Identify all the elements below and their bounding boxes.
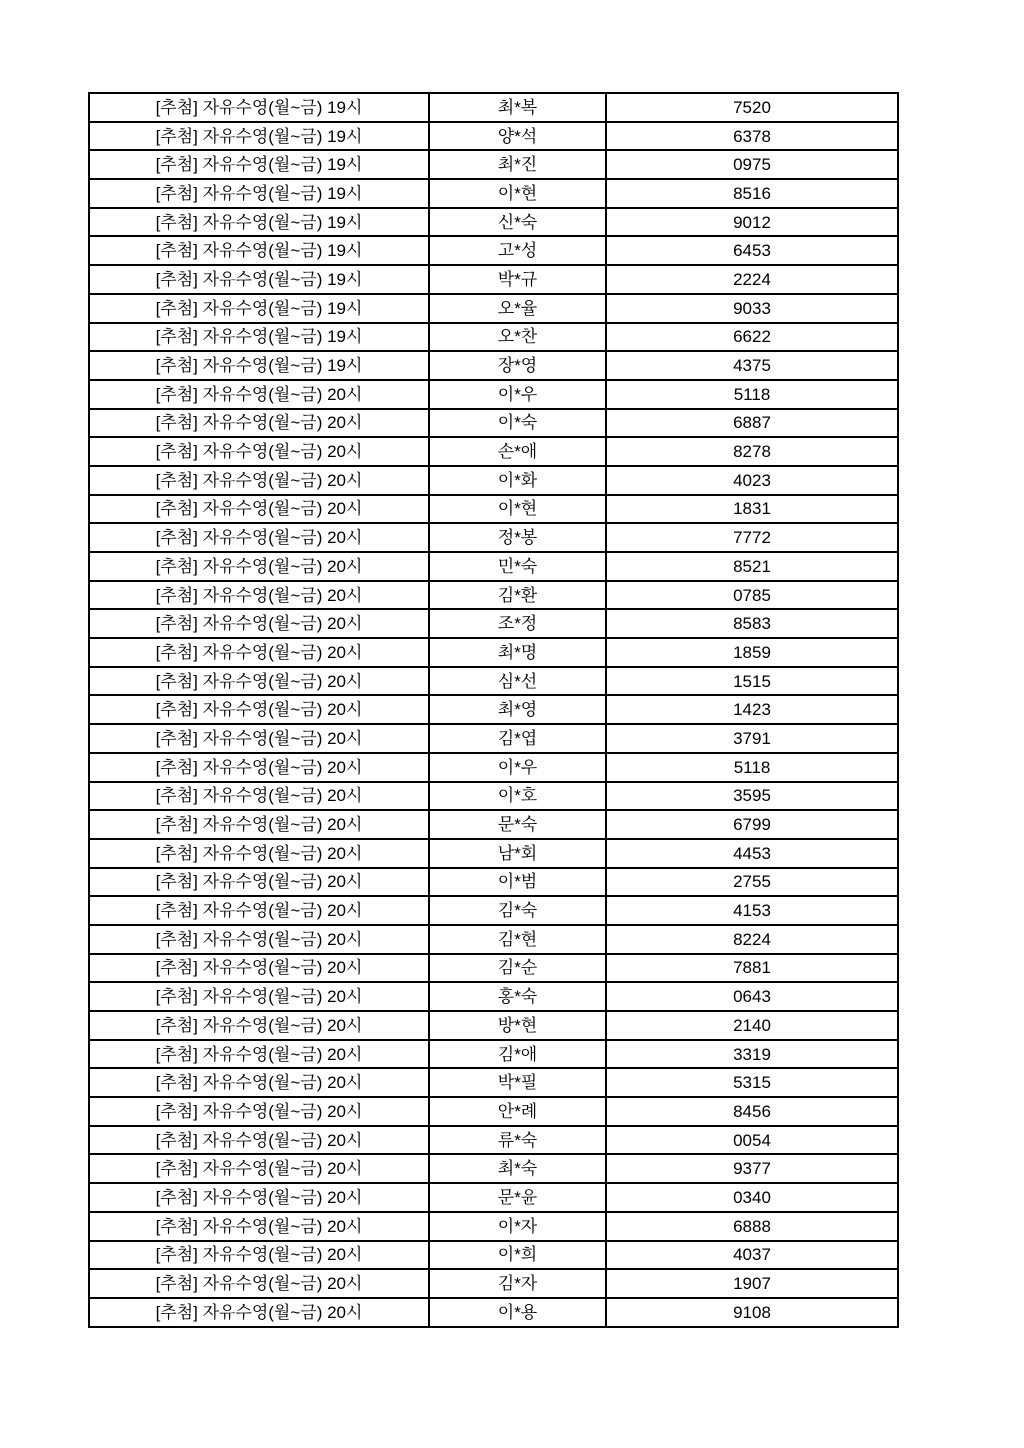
table-row: [89, 1068, 898, 1097]
session-cell: [추첨] 자유수영(월~금) 20시: [89, 1068, 429, 1097]
number-cell: 6799: [606, 810, 898, 839]
name-cell: 박*필: [429, 1068, 606, 1097]
number-cell: 0785: [606, 581, 898, 610]
name-cell: 정*봉: [429, 523, 606, 552]
session-cell: [추첨] 자유수영(월~금) 20시: [89, 667, 429, 696]
name-cell: 문*숙: [429, 810, 606, 839]
session-cell: [추첨] 자유수영(월~금) 20시: [89, 753, 429, 782]
session-cell: [추첨] 자유수영(월~금) 20시: [89, 1154, 429, 1183]
table-row: [89, 523, 898, 552]
name-cell: 최*복: [429, 93, 606, 122]
name-cell: 민*숙: [429, 552, 606, 581]
table-row: [89, 380, 898, 409]
table-row: [89, 236, 898, 265]
number-cell: 8278: [606, 437, 898, 466]
table-row: [89, 1269, 898, 1298]
number-cell: 6622: [606, 323, 898, 352]
table-row: [89, 1212, 898, 1241]
name-cell: 최*숙: [429, 1154, 606, 1183]
name-cell: 이*호: [429, 782, 606, 811]
table-row: [89, 150, 898, 179]
name-cell: 최*영: [429, 695, 606, 724]
number-cell: 3595: [606, 782, 898, 811]
number-cell: 1907: [606, 1269, 898, 1298]
name-cell: 남*회: [429, 839, 606, 868]
name-cell: 신*숙: [429, 208, 606, 237]
name-cell: 안*례: [429, 1097, 606, 1126]
session-cell: [추첨] 자유수영(월~금) 20시: [89, 523, 429, 552]
session-cell: [추첨] 자유수영(월~금) 19시: [89, 323, 429, 352]
number-cell: 2755: [606, 868, 898, 897]
number-cell: 7772: [606, 523, 898, 552]
name-cell: 김*순: [429, 954, 606, 983]
name-cell: 손*애: [429, 437, 606, 466]
session-cell: [추첨] 자유수영(월~금) 19시: [89, 265, 429, 294]
number-cell: 5315: [606, 1068, 898, 1097]
number-cell: 9012: [606, 208, 898, 237]
session-cell: [추첨] 자유수영(월~금) 19시: [89, 351, 429, 380]
session-cell: [추첨] 자유수영(월~금) 20시: [89, 1126, 429, 1155]
table-row: [89, 609, 898, 638]
table-row: [89, 323, 898, 352]
number-cell: 0340: [606, 1183, 898, 1212]
table-row: [89, 724, 898, 753]
number-cell: 9377: [606, 1154, 898, 1183]
number-cell: 4023: [606, 466, 898, 495]
number-cell: 6378: [606, 122, 898, 151]
session-cell: [추첨] 자유수영(월~금) 20시: [89, 896, 429, 925]
session-cell: [추첨] 자유수영(월~금) 20시: [89, 466, 429, 495]
table-row: [89, 351, 898, 380]
table-row: [89, 552, 898, 581]
table-row: [89, 1097, 898, 1126]
name-cell: 김*엽: [429, 724, 606, 753]
number-cell: 1423: [606, 695, 898, 724]
table-row: [89, 179, 898, 208]
name-cell: 문*윤: [429, 1183, 606, 1212]
table-row: [89, 1154, 898, 1183]
session-cell: [추첨] 자유수영(월~금) 20시: [89, 1241, 429, 1270]
table-row: [89, 753, 898, 782]
session-cell: [추첨] 자유수영(월~금) 20시: [89, 409, 429, 438]
session-cell: [추첨] 자유수영(월~금) 20시: [89, 695, 429, 724]
session-cell: [추첨] 자유수영(월~금) 20시: [89, 868, 429, 897]
name-cell: 양*석: [429, 122, 606, 151]
number-cell: 6453: [606, 236, 898, 265]
number-cell: 1859: [606, 638, 898, 667]
session-cell: [추첨] 자유수영(월~금) 20시: [89, 1183, 429, 1212]
number-cell: 8516: [606, 179, 898, 208]
session-cell: [추첨] 자유수영(월~금) 20시: [89, 1298, 429, 1327]
table-row: [89, 925, 898, 954]
name-cell: 김*환: [429, 581, 606, 610]
number-cell: 0975: [606, 150, 898, 179]
name-cell: 최*명: [429, 638, 606, 667]
number-cell: 8224: [606, 925, 898, 954]
table-row: [89, 1241, 898, 1270]
name-cell: 이*범: [429, 868, 606, 897]
session-cell: [추첨] 자유수영(월~금) 20시: [89, 609, 429, 638]
name-cell: 김*현: [429, 925, 606, 954]
session-cell: [추첨] 자유수영(월~금) 20시: [89, 581, 429, 610]
session-cell: [추첨] 자유수영(월~금) 20시: [89, 782, 429, 811]
name-cell: 장*영: [429, 351, 606, 380]
session-cell: [추첨] 자유수영(월~금) 20시: [89, 724, 429, 753]
table-row: [89, 466, 898, 495]
session-cell: [추첨] 자유수영(월~금) 20시: [89, 1212, 429, 1241]
session-cell: [추첨] 자유수영(월~금) 20시: [89, 925, 429, 954]
number-cell: 4153: [606, 896, 898, 925]
table-row: [89, 208, 898, 237]
number-cell: 8583: [606, 609, 898, 638]
number-cell: 0643: [606, 982, 898, 1011]
name-cell: 이*우: [429, 380, 606, 409]
name-cell: 김*숙: [429, 896, 606, 925]
results-table-body: [89, 93, 898, 1327]
number-cell: 3791: [606, 724, 898, 753]
name-cell: 홍*숙: [429, 982, 606, 1011]
table-row: [89, 1298, 898, 1327]
session-cell: [추첨] 자유수영(월~금) 19시: [89, 122, 429, 151]
table-row: [89, 294, 898, 323]
number-cell: 8521: [606, 552, 898, 581]
name-cell: 이*희: [429, 1241, 606, 1270]
session-cell: [추첨] 자유수영(월~금) 20시: [89, 437, 429, 466]
session-cell: [추첨] 자유수영(월~금) 19시: [89, 208, 429, 237]
table-row: [89, 409, 898, 438]
name-cell: 이*화: [429, 466, 606, 495]
session-cell: [추첨] 자유수영(월~금) 20시: [89, 810, 429, 839]
table-row: [89, 638, 898, 667]
name-cell: 조*정: [429, 609, 606, 638]
session-cell: [추첨] 자유수영(월~금) 19시: [89, 294, 429, 323]
name-cell: 심*선: [429, 667, 606, 696]
table-row: [89, 93, 898, 122]
name-cell: 오*찬: [429, 323, 606, 352]
session-cell: [추첨] 자유수영(월~금) 20시: [89, 954, 429, 983]
number-cell: 6888: [606, 1212, 898, 1241]
table-row: [89, 581, 898, 610]
number-cell: 2224: [606, 265, 898, 294]
table-row: [89, 839, 898, 868]
number-cell: 8456: [606, 1097, 898, 1126]
session-cell: [추첨] 자유수영(월~금) 20시: [89, 1011, 429, 1040]
table-row: [89, 1183, 898, 1212]
table-row: [89, 495, 898, 524]
number-cell: 3319: [606, 1040, 898, 1069]
number-cell: 9033: [606, 294, 898, 323]
session-cell: [추첨] 자유수영(월~금) 20시: [89, 1040, 429, 1069]
number-cell: 1515: [606, 667, 898, 696]
table-row: [89, 437, 898, 466]
session-cell: [추첨] 자유수영(월~금) 20시: [89, 638, 429, 667]
name-cell: 김*애: [429, 1040, 606, 1069]
number-cell: 7881: [606, 954, 898, 983]
number-cell: 6887: [606, 409, 898, 438]
table-row: [89, 1011, 898, 1040]
name-cell: 방*현: [429, 1011, 606, 1040]
session-cell: [추첨] 자유수영(월~금) 20시: [89, 982, 429, 1011]
table-row: [89, 122, 898, 151]
session-cell: [추첨] 자유수영(월~금) 20시: [89, 1097, 429, 1126]
name-cell: 류*숙: [429, 1126, 606, 1155]
number-cell: 4453: [606, 839, 898, 868]
name-cell: 이*현: [429, 179, 606, 208]
number-cell: 9108: [606, 1298, 898, 1327]
table-row: [89, 954, 898, 983]
name-cell: 고*성: [429, 236, 606, 265]
table-row: [89, 667, 898, 696]
number-cell: 4375: [606, 351, 898, 380]
name-cell: 이*숙: [429, 409, 606, 438]
number-cell: 7520: [606, 93, 898, 122]
table-row: [89, 1040, 898, 1069]
name-cell: 이*자: [429, 1212, 606, 1241]
session-cell: [추첨] 자유수영(월~금) 20시: [89, 839, 429, 868]
name-cell: 이*우: [429, 753, 606, 782]
table-row: [89, 695, 898, 724]
name-cell: 박*규: [429, 265, 606, 294]
session-cell: [추첨] 자유수영(월~금) 20시: [89, 380, 429, 409]
table-row: [89, 1126, 898, 1155]
name-cell: 오*율: [429, 294, 606, 323]
number-cell: 5118: [606, 753, 898, 782]
number-cell: 4037: [606, 1241, 898, 1270]
number-cell: 2140: [606, 1011, 898, 1040]
table-row: [89, 782, 898, 811]
lottery-results-table: [88, 92, 899, 1328]
table-row: [89, 982, 898, 1011]
number-cell: 0054: [606, 1126, 898, 1155]
table-row: [89, 810, 898, 839]
session-cell: [추첨] 자유수영(월~금) 19시: [89, 179, 429, 208]
number-cell: 1831: [606, 495, 898, 524]
name-cell: 이*용: [429, 1298, 606, 1327]
name-cell: 최*진: [429, 150, 606, 179]
name-cell: 김*자: [429, 1269, 606, 1298]
session-cell: [추첨] 자유수영(월~금) 19시: [89, 150, 429, 179]
session-cell: [추첨] 자유수영(월~금) 19시: [89, 236, 429, 265]
session-cell: [추첨] 자유수영(월~금) 20시: [89, 1269, 429, 1298]
session-cell: [추첨] 자유수영(월~금) 20시: [89, 552, 429, 581]
session-cell: [추첨] 자유수영(월~금) 20시: [89, 495, 429, 524]
number-cell: 5118: [606, 380, 898, 409]
table-row: [89, 265, 898, 294]
name-cell: 이*현: [429, 495, 606, 524]
session-cell: [추첨] 자유수영(월~금) 19시: [89, 93, 429, 122]
table-row: [89, 868, 898, 897]
table-row: [89, 896, 898, 925]
